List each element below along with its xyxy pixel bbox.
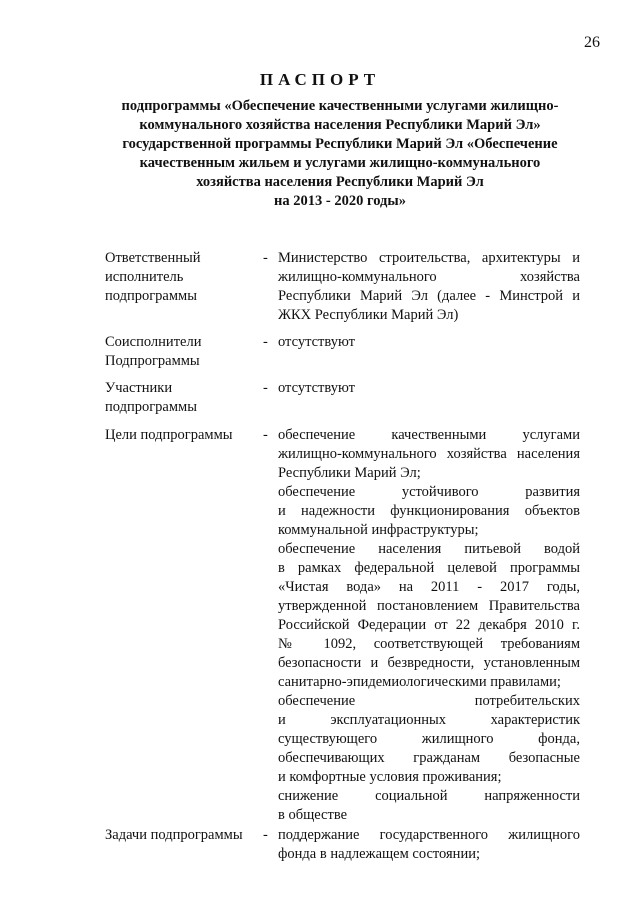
value-line: утвержденной постановлением Правительства: [278, 598, 580, 614]
label-line: Подпрограммы: [105, 353, 200, 369]
value-line: № 1092, соответствующей требованиям: [278, 636, 580, 652]
row-label: [105, 426, 255, 445]
label-line: Задачи подпрограммы: [105, 827, 243, 843]
label-line: Соисполнители: [105, 334, 202, 350]
value-line: Министерство строительства, архитектуры и: [278, 250, 580, 266]
value-line: существующего жилищного фонда,: [278, 731, 580, 747]
label-line: подпрограммы: [105, 288, 197, 304]
row-dash: -: [263, 427, 268, 443]
value-line: обеспечение населения питьевой водой: [278, 541, 580, 557]
subtitle-line: коммунального хозяйства населения Республики Марий Эл»: [139, 117, 541, 133]
value-line: и эксплуатационных характеристик: [278, 712, 580, 728]
value-line: коммунальной инфраструктуры;: [278, 522, 479, 538]
value-line: обеспечивающих гражданам безопасные: [278, 750, 580, 766]
value-line: Российской Федерации от 22 декабря 2010 г.: [278, 617, 580, 633]
value-line: в обществе: [278, 807, 348, 823]
value-line: обеспечение потребительских: [278, 693, 580, 709]
label-line: исполнитель: [105, 269, 184, 285]
value-line: Республики Марий Эл (далее - Минстрой и: [278, 288, 580, 304]
label-line: подпрограммы: [105, 399, 197, 415]
subtitle-line: хозяйства населения Республики Марий Эл: [196, 174, 484, 190]
page-number: 26: [584, 34, 600, 51]
row-dash: -: [263, 250, 268, 266]
value-line: обеспечение качественными услугами: [278, 427, 580, 443]
document-title: ПАСПОРТ: [259, 70, 381, 89]
row-value: [278, 826, 580, 864]
subtitle-line: качественным жильем и услугами жилищно-коммунального: [139, 155, 541, 171]
row-label: [105, 379, 255, 417]
value-line: и комфортные условия проживания;: [278, 769, 502, 785]
row-value: [278, 249, 580, 325]
value-line: Республики Марий Эл;: [278, 465, 421, 481]
value-line: отсутствуют: [278, 380, 355, 396]
value-line: фонда в надлежащем состоянии;: [278, 846, 480, 862]
value-line: ЖКХ Республики Марий Эл): [278, 307, 459, 323]
value-line: жилищно-коммунального хозяйства: [278, 269, 580, 285]
row-label: [105, 826, 255, 845]
value-line: обеспечение устойчивого развития: [278, 484, 580, 500]
row-label: [105, 333, 255, 371]
value-line: снижение социальной напряженности: [278, 788, 580, 804]
row-dash: -: [263, 380, 268, 396]
subtitle-line: подпрограммы «Обеспечение качественными услугами жилищно-: [121, 98, 559, 114]
row-dash: -: [263, 334, 268, 350]
subtitle-line: государственной программы Республики Марий Эл «Обеспечение: [122, 136, 558, 152]
row-dash: -: [263, 827, 268, 843]
row-value: [278, 426, 580, 825]
value-line: отсутствуют: [278, 334, 355, 350]
row-value: [278, 379, 580, 398]
value-line: в рамках федеральной целевой программы: [278, 560, 580, 576]
label-line: Участники: [105, 380, 173, 396]
subtitle-line: на 2013 - 2020 годы»: [274, 193, 406, 209]
row-label: [105, 249, 255, 306]
label-line: Цели подпрограммы: [105, 427, 233, 443]
label-line: Ответственный: [105, 250, 201, 266]
value-line: поддержание государственного жилищного: [278, 827, 580, 843]
document-subtitle: [90, 97, 590, 211]
value-line: и надежности функционирования объектов: [278, 503, 580, 519]
value-line: санитарно-эпидемиологическими правилами;: [278, 674, 561, 690]
value-line: безопасности и безвредности, установленным: [278, 655, 580, 671]
value-line: жилищно-коммунального хозяйства населения: [278, 446, 580, 462]
row-value: [278, 333, 580, 352]
value-line: «Чистая вода» на 2011 - 2017 годы,: [278, 579, 580, 595]
